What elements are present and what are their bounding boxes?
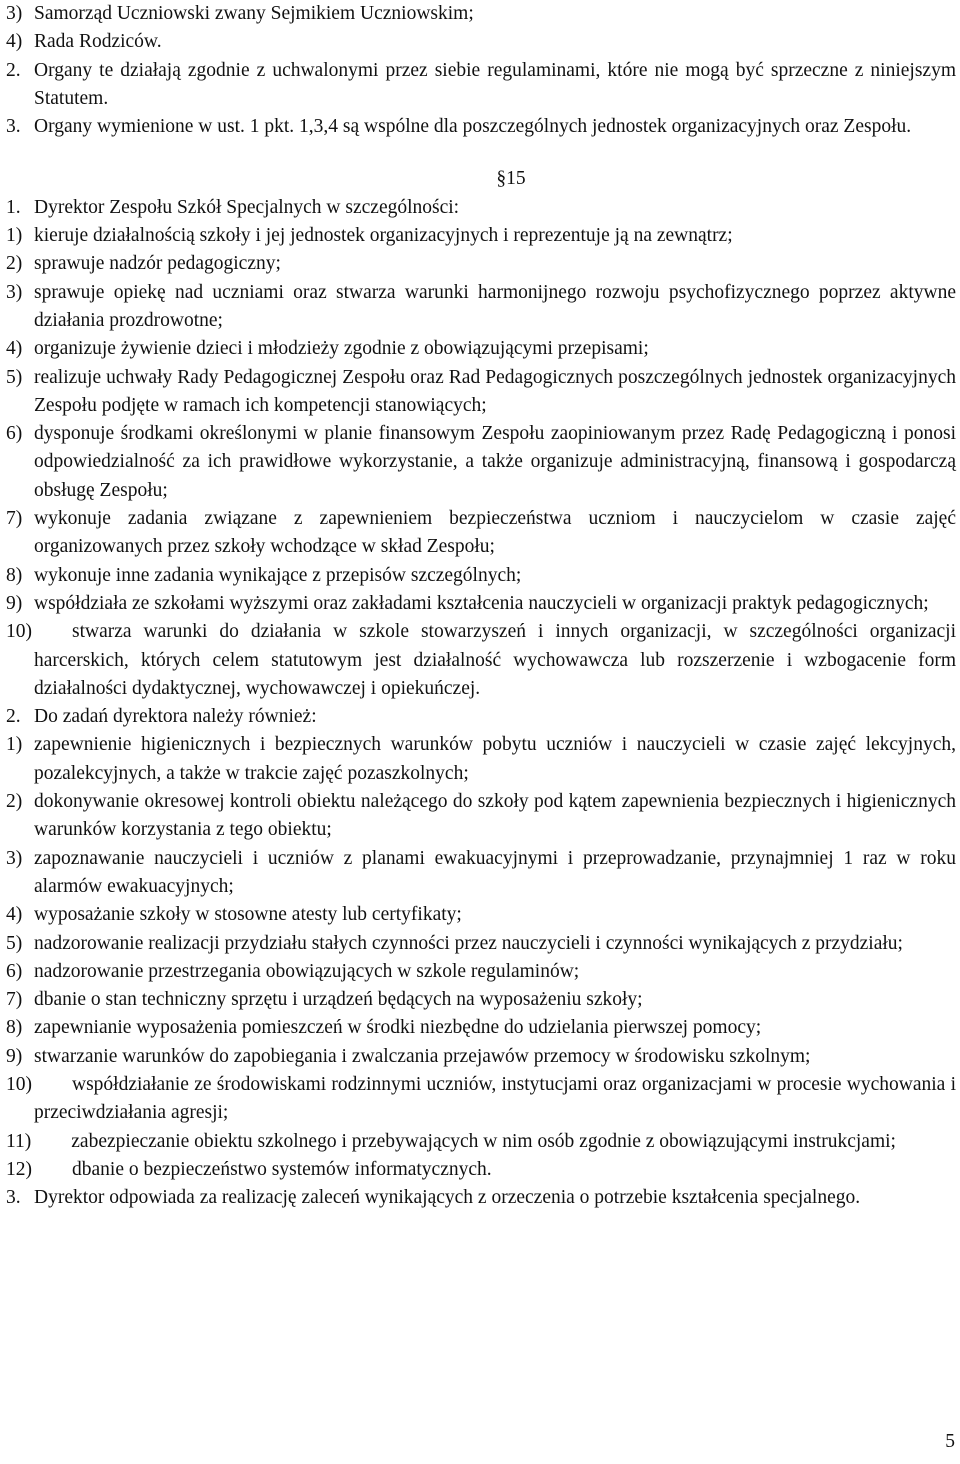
paragraph-number: 3. <box>6 1187 21 1209</box>
paragraph <box>6 194 956 222</box>
item-text: stwarzanie warunków do zapobiegania i zwalczania przejawów przemocy w środowisku szkolnym; <box>34 1045 811 1067</box>
item-number: 10) <box>6 1073 32 1095</box>
item-number: 7) <box>6 989 23 1011</box>
item-text: dbanie o bezpieczeństwo systemów informatycznych. <box>72 1158 492 1180</box>
item-text: nadzorowanie realizacji przydziału stałych czynności przez nauczycieli i czynności wynikających z przydziału; <box>34 932 903 954</box>
item-number: 11) <box>6 1130 32 1152</box>
item-text: stwarza warunki do działania w szkole stowarzyszeń i innych organizacji, w szczególności organizacji harcerskich, których celem statutowym jest działalność wychowawcza lub rozszerzenie i wzbogacenie form działalności dydaktycznej, wychowawczej i opiekuńczej. <box>34 621 956 699</box>
item-number: 5) <box>6 366 23 388</box>
item-number: 2) <box>6 253 23 275</box>
paragraph-text: Dyrektor Zespołu Szkół Specjalnych w szczególności: <box>34 196 460 218</box>
item-text: zabezpieczanie obiektu szkolnego i przebywających w nim osób zgodnie z obowiązującymi instrukcjami; <box>71 1130 896 1152</box>
paragraph <box>6 113 956 141</box>
list-item <box>6 788 956 845</box>
tasks-list <box>6 731 956 1184</box>
paragraph <box>6 57 956 114</box>
list-item <box>6 420 956 505</box>
item-text: wykonuje inne zadania wynikające z przepisów szczególnych; <box>34 564 522 586</box>
paragraph <box>6 1184 956 1212</box>
paragraph-number: 1. <box>6 196 21 218</box>
list-item <box>6 279 956 336</box>
page-number: 5 <box>945 1431 955 1452</box>
list-item <box>6 364 956 421</box>
list-item <box>6 1128 956 1156</box>
paragraph-number: 2. <box>6 59 21 81</box>
item-number: 8) <box>6 564 23 586</box>
item-number: 6) <box>6 960 23 982</box>
item-number: 3) <box>6 847 23 869</box>
item-text: sprawuje opiekę nad uczniami oraz stwarza warunki harmonijnego rozwoju psychofizycznego poprzez aktywne działania prozdrowotne; <box>34 281 956 331</box>
item-number: 4) <box>6 904 23 926</box>
list-item <box>6 562 956 590</box>
item-text: zapewnianie wyposażenia pomieszczeń w środki niezbędne do udzielania pierwszej pomocy; <box>34 1017 762 1039</box>
item-text: dokonywanie okresowej kontroli obiektu należącego do szkoły pod kątem zapewnienia bezpiecznych i higienicznych warunków korzystania z tego obiektu; <box>34 791 956 841</box>
list-item <box>6 222 956 250</box>
item-number: 1) <box>6 734 23 756</box>
list-item <box>6 958 956 986</box>
item-number: 4) <box>6 31 23 53</box>
item-text: współdziałanie ze środowiskami rodzinnymi uczniów, instytucjami oraz organizacjami w procesie wychowania i przeciwdziałania agresji; <box>34 1073 956 1124</box>
item-number: 7) <box>6 508 23 530</box>
list-item <box>6 1071 956 1128</box>
item-text: Samorząd Uczniowski zwany Sejmikiem Uczniowskim; <box>34 3 474 24</box>
paragraph-text: Organy wymienione w ust. 1 pkt. 1,3,4 są wspólne dla poszczególnych jednostek organizacyjnych oraz Zespołu. <box>34 116 912 138</box>
item-number: 1) <box>6 225 23 247</box>
item-text: realizuje uchwały Rady Pedagogicznej Zespołu oraz Rad Pedagogicznych poszczególnych jednostek organizacyjnych Zespołu podjęte w ramach ich kompetencji stanowiących; <box>34 366 956 416</box>
document-page <box>6 0 956 1212</box>
list-item <box>6 0 956 28</box>
item-number: 12) <box>6 1158 32 1180</box>
paragraph-number: 2. <box>6 706 21 728</box>
list-item <box>6 901 956 929</box>
item-number: 5) <box>6 932 23 954</box>
paragraph-text: Dyrektor odpowiada za realizację zaleceń wynikających z orzeczenia o potrzebie kształcenia specjalnego. <box>34 1187 861 1209</box>
item-number: 4) <box>6 338 23 360</box>
item-text: sprawuje nadzór pedagogiczny; <box>34 253 281 275</box>
list-item <box>6 1043 956 1071</box>
paragraph-text: Organy te działają zgodnie z uchwalonymi przez siebie regulaminami, które nie mogą być sprzeczne z niniejszym Statutem. <box>34 59 956 109</box>
list-item <box>6 618 956 703</box>
item-text: zapewnienie higienicznych i bezpiecznych warunków pobytu uczniów i nauczycieli w czasie zajęć lekcyjnych, pozalekcyjnych, a także w trakcie zajęć pozaszkolnych; <box>34 734 956 784</box>
item-text: organizuje żywienie dzieci i młodzieży zgodnie z obowiązującymi przepisami; <box>34 338 649 360</box>
list-item <box>6 28 956 56</box>
paragraph-text: Do zadań dyrektora należy również: <box>34 706 317 728</box>
list-item <box>6 335 956 363</box>
duties-list <box>6 222 956 703</box>
item-number: 8) <box>6 1017 23 1039</box>
item-text: dysponuje środkami określonymi w planie finansowym Zespołu zaopiniowanym przez Radę Pedagogiczną i ponosi odpowiedzialność za ich prawidłowe wykorzystanie, a także organizuje administracyjną, finansową i gospodarczą obsługę Zespołu; <box>34 423 956 501</box>
section-heading: §15 <box>496 168 526 190</box>
list-item <box>6 930 956 958</box>
item-number: 3) <box>6 3 23 24</box>
item-number: 9) <box>6 592 23 614</box>
list-item <box>6 986 956 1014</box>
item-text: nadzorowanie przestrzegania obowiązujących w szkole regulaminów; <box>34 960 580 982</box>
paragraph-number: 3. <box>6 116 21 138</box>
list-item <box>6 250 956 278</box>
paragraph <box>6 703 956 731</box>
item-number: 2) <box>6 791 23 813</box>
list-item <box>6 505 956 562</box>
item-text: wykonuje zadania związane z zapewnieniem bezpieczeństwa uczniom i nauczycielom w czasie zajęć organizowanych przez szkoły wchodzące w skład Zespołu; <box>34 508 956 558</box>
item-text: kieruje działalnością szkoły i jej jednostek organizacyjnych i reprezentuje ją na zewnątrz; <box>34 225 733 247</box>
item-text: zapoznawanie nauczycieli i uczniów z planami ewakuacyjnymi i przeprowadzanie, przynajmniej 1 raz w roku alarmów ewakuacyjnych; <box>34 847 956 897</box>
list-item <box>6 731 956 788</box>
list-item <box>6 1014 956 1042</box>
item-text: dbanie o stan techniczny sprzętu i urządzeń będących na wyposażeniu szkoły; <box>34 989 643 1011</box>
item-text: współdziała ze szkołami wyższymi oraz zakładami kształcenia nauczycieli w organizacji praktyk pedagogicznych; <box>34 592 929 614</box>
item-number: 9) <box>6 1045 23 1067</box>
item-text: Rada Rodziców. <box>34 31 162 53</box>
list-item <box>6 845 956 902</box>
item-text: wyposażanie szkoły w stosowne atesty lub certyfikaty; <box>34 904 462 926</box>
item-number: 10) <box>6 621 32 643</box>
item-number: 6) <box>6 423 23 445</box>
list-item <box>6 1156 956 1184</box>
list-item <box>6 590 956 618</box>
item-number: 3) <box>6 281 23 303</box>
